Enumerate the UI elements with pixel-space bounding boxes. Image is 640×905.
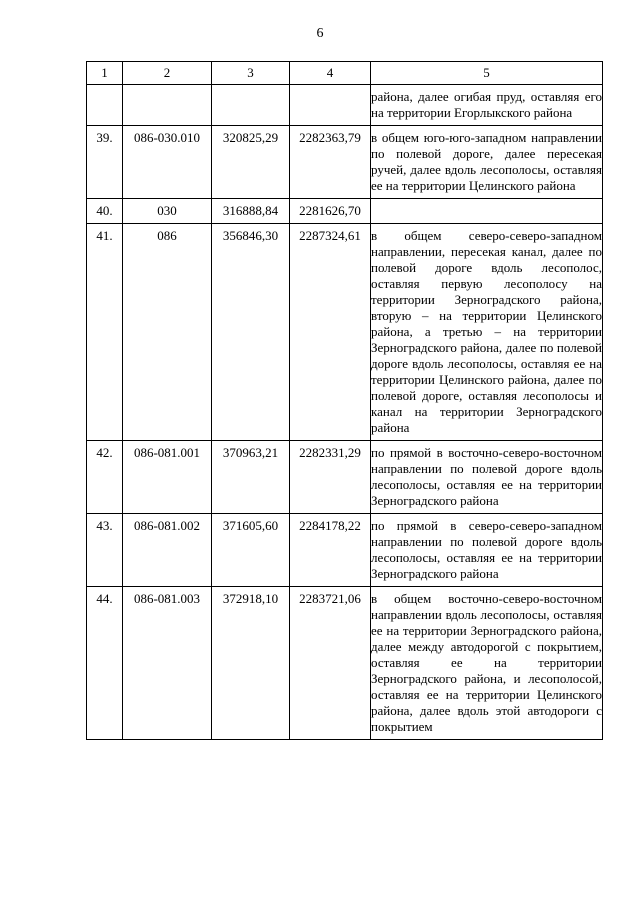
cell-x-coordinate: [212, 85, 290, 126]
header-cell: 1: [87, 62, 123, 85]
table-row: [87, 441, 603, 514]
cell-number: [87, 85, 123, 126]
table-row: [87, 199, 603, 224]
description-text: в общем юго-юго-западном направлении по полевой дороге, далее пересекая ручей, далее вдоль лесополосы, оставляя ее на территории Целинского района: [371, 130, 602, 193]
table-body: [87, 85, 603, 740]
cell-x-coordinate: 372918,10: [212, 587, 290, 740]
cell-number: 42.: [87, 441, 123, 514]
description-text: по прямой в северо-северо-западном направлении по полевой дороге вдоль лесополосы, оставляя ее на территории Зерноградского района: [371, 518, 602, 581]
header-cell: 4: [290, 62, 371, 85]
cell-description: [371, 199, 603, 224]
cell-number: 43.: [87, 514, 123, 587]
cell-x-coordinate: 320825,29: [212, 126, 290, 199]
cell-y-coordinate: 2284178,22: [290, 514, 371, 587]
table-row: [87, 126, 603, 199]
cell-number: 40.: [87, 199, 123, 224]
header-cell: 5: [371, 62, 603, 85]
cell-point-code: 086-081.002: [123, 514, 212, 587]
cell-point-code: 086: [123, 224, 212, 441]
cell-x-coordinate: 356846,30: [212, 224, 290, 441]
cell-point-code: 030: [123, 199, 212, 224]
header-row: [87, 62, 603, 85]
cell-y-coordinate: 2282363,79: [290, 126, 371, 199]
cell-y-coordinate: 2281626,70: [290, 199, 371, 224]
cell-description: [371, 587, 603, 740]
cell-description: [371, 85, 603, 126]
header-cell: 2: [123, 62, 212, 85]
cell-description: [371, 126, 603, 199]
cell-description: [371, 224, 603, 441]
table-row: [87, 587, 603, 740]
description-text: по прямой в восточно-северо-восточном направлении по полевой дороге вдоль лесополосы, оставляя ее на территории Зерноградского района: [371, 445, 602, 508]
cell-point-code: 086-081.003: [123, 587, 212, 740]
header-cell: 3: [212, 62, 290, 85]
table-row: [87, 85, 603, 126]
cell-y-coordinate: 2287324,61: [290, 224, 371, 441]
cell-number: 44.: [87, 587, 123, 740]
cell-y-coordinate: 2282331,29: [290, 441, 371, 514]
cell-description: [371, 514, 603, 587]
table-row: [87, 514, 603, 587]
cell-description: [371, 441, 603, 514]
cell-point-code: 086-081.001: [123, 441, 212, 514]
description-text: в общем северо-северо-западном направлении, пересекая канал, далее по полевой дороге вдоль лесополос, оставляя первую лесополосу на территории Зерноградского района, вторую – на территории Целинского района, а третью – на территории Зерноградского района, далее по полевой дороге вдоль лесополосы, оставляя ее на территории Целинского района, далее по полевой дороге, оставляя лесополосы и канал на территории Зерноградского района: [371, 228, 602, 435]
description-text: района, далее огибая пруд, оставляя его на территории Егорлыкского района: [371, 89, 602, 120]
cell-x-coordinate: 371605,60: [212, 514, 290, 587]
page-number: 6: [316, 26, 324, 41]
cell-y-coordinate: [290, 85, 371, 126]
cell-number: 39.: [87, 126, 123, 199]
cell-x-coordinate: 316888,84: [212, 199, 290, 224]
cell-x-coordinate: 370963,21: [212, 441, 290, 514]
cell-number: 41.: [87, 224, 123, 441]
boundary-table: [86, 61, 603, 740]
cell-y-coordinate: 2283721,06: [290, 587, 371, 740]
cell-point-code: 086-030.010: [123, 126, 212, 199]
description-text: в общем восточно-северо-восточном направлении вдоль лесополосы, оставляя ее на территории Зерноградского района, далее между автодорогой с покрытием, оставляя ее на территории Зерноградского района, и лесополосой, оставляя ее на территории Целинского района, далее вдоль этой автодороги с покрытием: [371, 591, 602, 734]
cell-point-code: [123, 85, 212, 126]
table-row: [87, 224, 603, 441]
